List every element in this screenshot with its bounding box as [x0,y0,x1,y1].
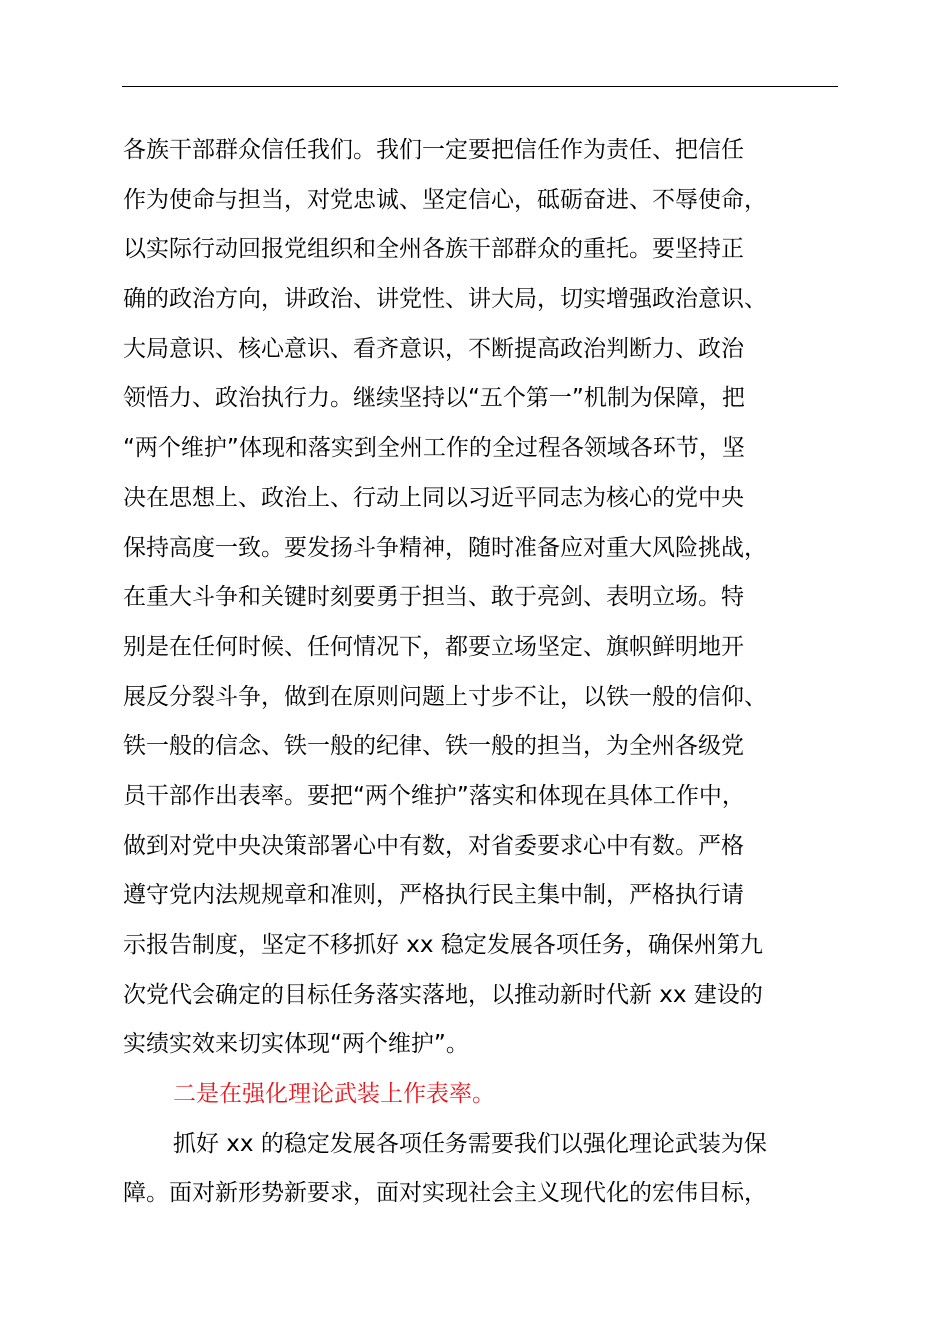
body-text [123,126,839,1219]
header-rule [122,86,838,87]
paragraph-line: 障。面对新形势新要求，面对实现社会主义现代化的宏伟目标， [123,1180,767,1207]
paragraph-line: 各族干部群众信任我们。我们一定要把信任作为责任、把信任 [123,137,744,163]
paragraph-line: 别是在任何时候、任何情况下，都要立场坚定、旗帜鲜明地开 [123,633,744,660]
paragraph-line: 作为使命与担当，对党忠诚、坚定信心，砥砺奋进、不辱使命， [123,186,767,213]
paragraph-line: 以实际行动回报党组织和全州各族干部群众的重托。要坚持正 [123,236,744,263]
paragraph-line: 确的政治方向，讲政治、讲党性、讲大局，切实增强政治意识、 [123,286,767,313]
paragraph-line: 遵守党内法规规章和准则，严格执行民主集中制，严格执行请 [123,882,744,909]
paragraph-line: 抓好 xx 的稳定发展各项任务需要我们以强化理论武装为保 [173,1130,767,1157]
paragraph-line: 决在思想上、政治上、行动上同以习近平同志为核心的党中央 [123,484,744,511]
paragraph-line: 实绩实效来切实体现“两个维护”。 [123,1031,469,1058]
paragraph-line: 次党代会确定的目标任务落实落地，以推动新时代新 xx 建设的 [123,981,763,1008]
paragraph-line: 示报告制度，坚定不移抓好 xx 稳定发展各项任务，确保州第九 [123,932,763,958]
paragraph-line: 做到对党中央决策部署心中有数，对省委要求心中有数。严格 [123,832,744,859]
paragraph-line: “两个维护”体现和落实到全州工作的全过程各领域各环节，坚 [123,435,745,462]
paragraph-line: 大局意识、核心意识、看齐意识，不断提高政治判断力、政治 [123,335,744,362]
paragraph-line: 员干部作出表率。要把“两个维护”落实和体现在具体工作中， [123,782,745,809]
paragraph-line: 展反分裂斗争，做到在原则问题上寸步不让，以铁一般的信仰、 [123,683,767,710]
paragraph-line: 铁一般的信念、铁一般的纪律、铁一般的担当，为全州各级党 [123,733,744,760]
paragraph-line: 领悟力、政治执行力。继续坚持以“五个第一”机制为保障，把 [123,385,745,412]
paragraph-line: 保持高度一致。要发扬斗争精神，随时准备应对重大风险挑战， [123,534,767,561]
section-heading: 二是在强化理论武装上作表率。 [173,1081,495,1108]
paragraph-line: 在重大斗争和关键时刻要勇于担当、敢于亮剑、表明立场。特 [123,584,744,611]
